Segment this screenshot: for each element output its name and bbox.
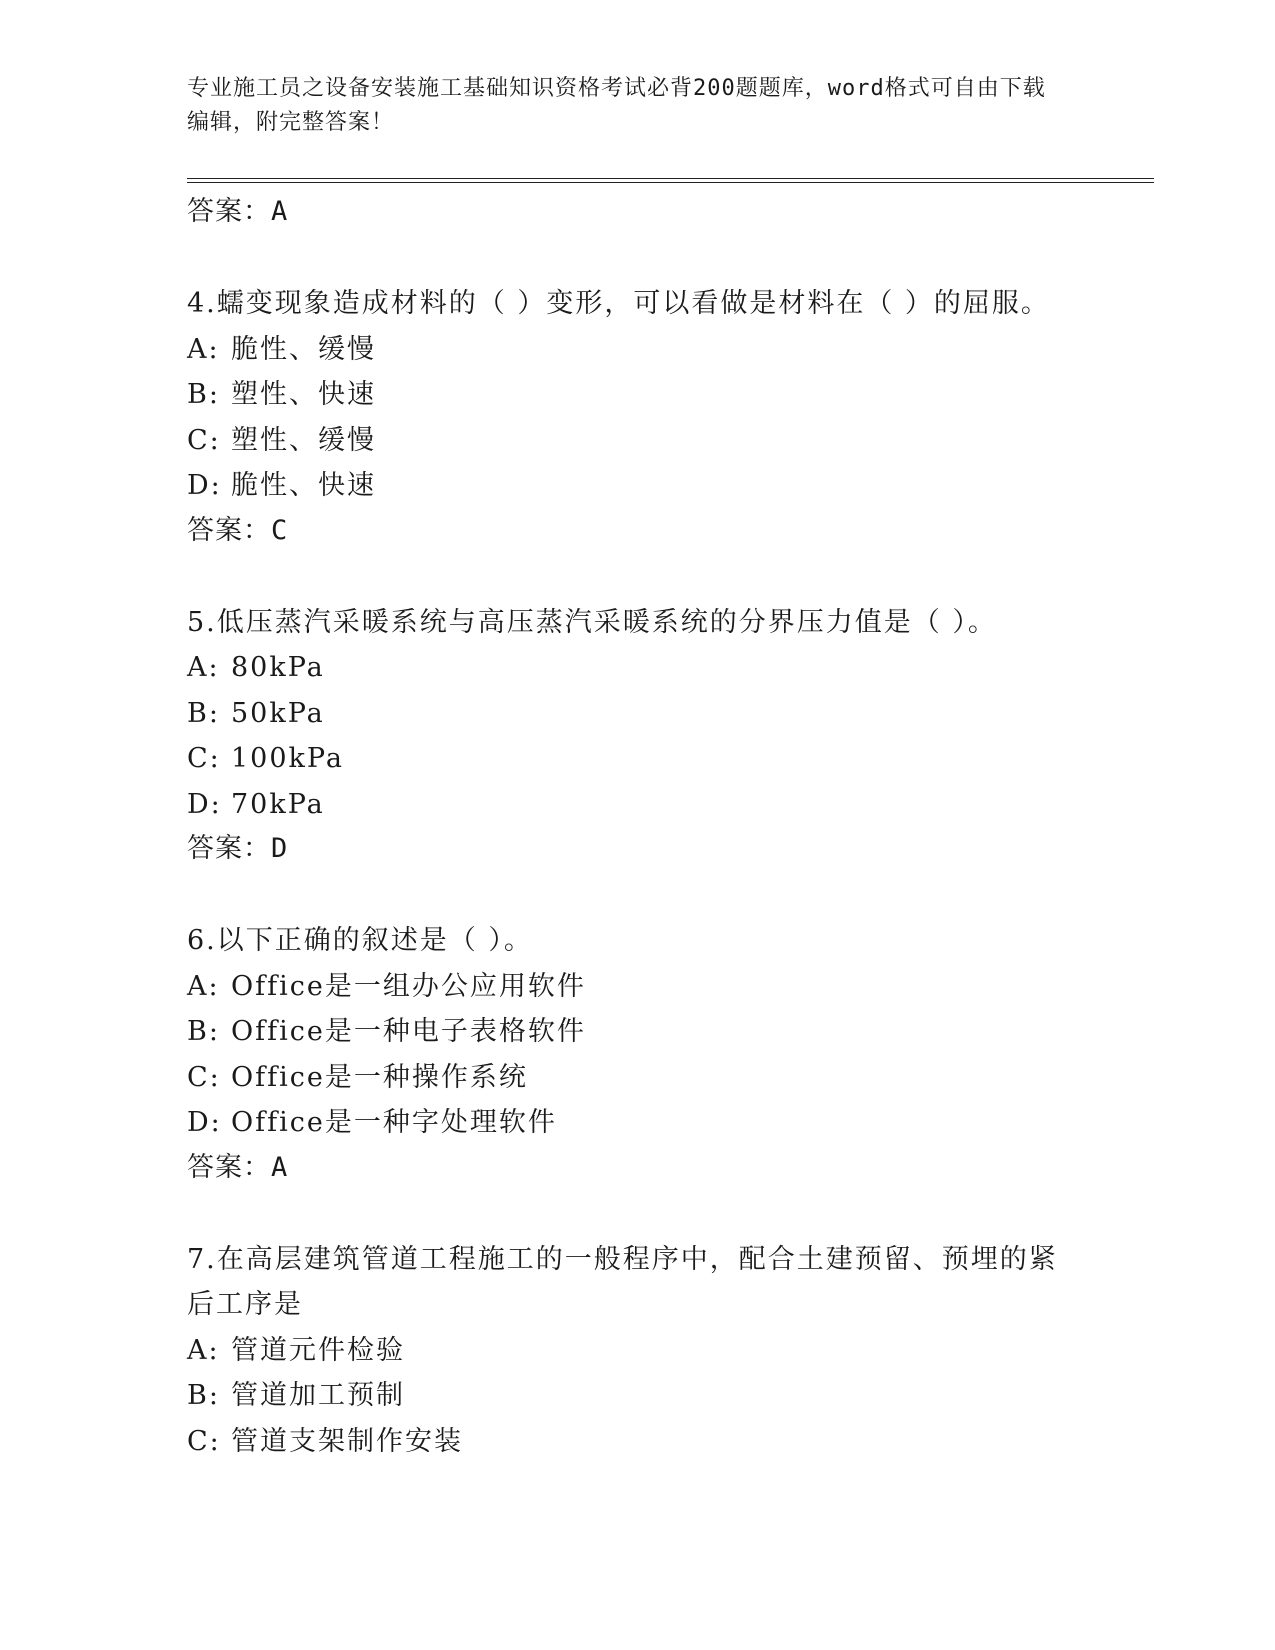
option-label: A:: [187, 333, 220, 365]
previous-answer: [187, 190, 1067, 234]
option-label: C:: [187, 1061, 221, 1093]
option-row: [187, 418, 1067, 464]
option-row: [187, 327, 1067, 373]
option-row: [187, 645, 1067, 691]
option-label: A:: [187, 652, 220, 683]
answer-value: A: [271, 1151, 289, 1183]
option-row: [187, 782, 1067, 828]
option-text: 塑性、缓慢: [231, 424, 376, 456]
option-row: [187, 1419, 1067, 1465]
option-text: 脆性、快速: [231, 470, 376, 501]
question-stem: 6.以下正确的叙述是（ ）。: [187, 925, 533, 956]
option-text: 70kPa: [231, 788, 325, 820]
option-row: [187, 1055, 1067, 1101]
questions-container: [187, 281, 1067, 1464]
option-row: [187, 463, 1067, 509]
answer-label: 答案：: [187, 1151, 271, 1183]
option-text: 脆性、缓慢: [231, 333, 376, 365]
option-label: B:: [187, 1016, 220, 1047]
question-stem: 4.蠕变现象造成材料的（ ）变形，可以看做是材料在（ ）的屈服。: [187, 288, 1050, 319]
option-text: 管道加工预制: [231, 1380, 405, 1411]
option-label: A:: [187, 970, 220, 1002]
option-row: [187, 964, 1067, 1010]
option-label: B:: [187, 1380, 220, 1411]
question-answer: [187, 827, 1067, 871]
answer-label: 答案：: [187, 833, 271, 864]
option-label: B:: [187, 697, 220, 729]
option-row: [187, 736, 1067, 782]
option-text: Office是一种操作系统: [231, 1061, 528, 1093]
option-label: D:: [187, 1107, 222, 1138]
option-text: Office是一种字处理软件: [231, 1107, 557, 1138]
answer-value: D: [271, 833, 289, 864]
option-row: [187, 1373, 1067, 1419]
question-answer: [187, 509, 1067, 553]
option-label: D:: [187, 470, 222, 501]
question-block: [187, 1237, 1067, 1465]
option-label: B:: [187, 379, 220, 410]
answer-value: A: [271, 196, 289, 227]
option-text: Office是一组办公应用软件: [231, 970, 586, 1002]
option-text: 80kPa: [231, 652, 325, 683]
question-list: [187, 190, 1067, 1464]
answer-value: C: [271, 514, 289, 546]
option-text: Office是一种电子表格软件: [231, 1016, 586, 1047]
option-label: C:: [187, 1425, 221, 1457]
answer-label: 答案：: [187, 514, 271, 546]
question-block: [187, 281, 1067, 553]
option-row: [187, 372, 1067, 418]
document-header-title: 专业施工员之设备安装施工基础知识资格考试必背200题题库，word格式可自由下载编辑，附完整答案！: [187, 76, 1046, 135]
option-row: [187, 691, 1067, 737]
option-text: 管道元件检验: [231, 1334, 405, 1366]
option-label: C:: [187, 424, 221, 456]
option-label: A:: [187, 1334, 220, 1366]
question-answer: [187, 1146, 1067, 1190]
question-stem: 5.低压蒸汽采暖系统与高压蒸汽采暖系统的分界压力值是（ ）。: [187, 606, 997, 638]
option-label: D:: [187, 788, 222, 820]
option-row: [187, 1009, 1067, 1055]
question-stem: 7.在高层建筑管道工程施工的一般程序中，配合土建预留、预埋的紧后工序是: [187, 1243, 1058, 1320]
question-block: [187, 918, 1067, 1190]
option-row: [187, 1100, 1067, 1146]
option-text: 100kPa: [231, 743, 344, 774]
option-label: C:: [187, 743, 221, 774]
answer-label: 答案：: [187, 196, 271, 227]
option-text: 50kPa: [231, 697, 325, 729]
question-block: [187, 600, 1067, 872]
option-text: 管道支架制作安装: [231, 1425, 463, 1457]
header-divider: [187, 178, 1154, 183]
option-row: [187, 1328, 1067, 1374]
option-text: 塑性、快速: [231, 379, 376, 410]
